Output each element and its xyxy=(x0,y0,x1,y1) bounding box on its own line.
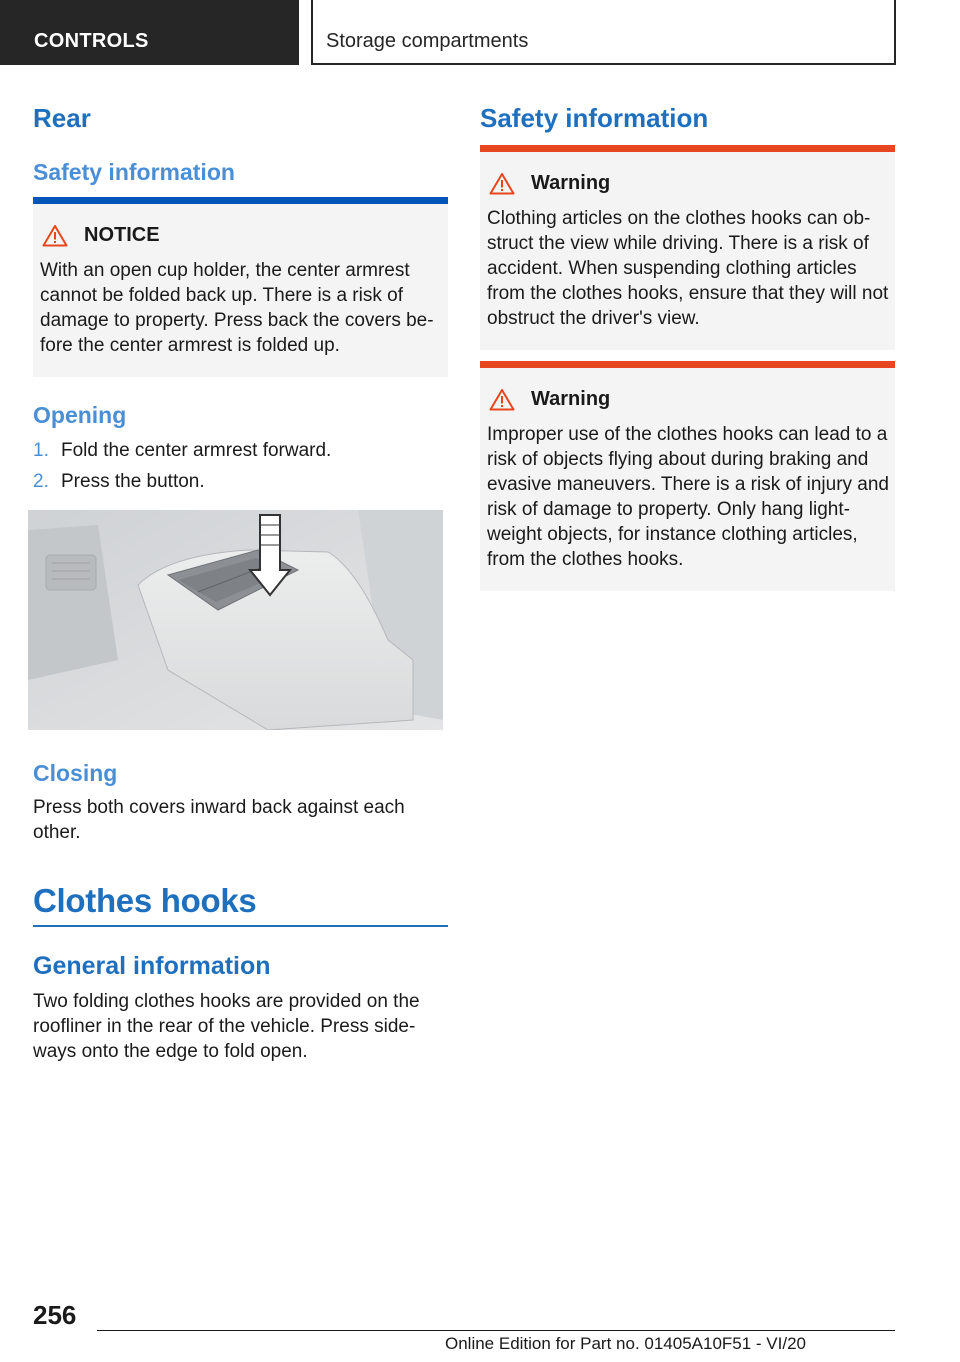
header-section-tab xyxy=(0,0,299,65)
step-number: 1. xyxy=(33,440,49,461)
heading-rule xyxy=(33,925,448,927)
step-number: 2. xyxy=(33,471,49,492)
step-text: Press the button. xyxy=(61,471,205,492)
warning-text: Clothing articles on the clothes hooks can ob-struct the view while driving. There is a risk of accident. When suspending clothing articles from the clothes hooks, ensure that they will not obstruct the driver's view. xyxy=(487,208,889,329)
closing-text: Press both covers inward back against each other. xyxy=(33,797,405,843)
notice-box xyxy=(33,197,448,377)
opening-heading: Opening xyxy=(33,402,127,428)
warning-text: Improper use of the clothes hooks can lead to a risk of objects flying about during braking and evasive maneuvers. There is a risk of injury and risk of damage to property. Only hang light-weight objects, for instance clothing articles, from the clothes hooks. xyxy=(487,424,889,570)
header-chapter-tab xyxy=(311,0,896,65)
step-item xyxy=(33,435,448,466)
opening-steps xyxy=(33,435,448,497)
notice-text: With an open cup holder, the center armrest cannot be folded back up. There is a risk of damage to property. Press back the covers be-fore the center armrest is folded up. xyxy=(40,260,434,356)
closing-heading: Closing xyxy=(33,760,118,786)
header-chapter-label: Storage compartments xyxy=(326,30,529,52)
page-number: 256 xyxy=(33,1300,77,1330)
warning-box xyxy=(480,145,895,350)
warning-bar xyxy=(480,145,895,152)
header-section-label: CONTROLS xyxy=(34,30,149,52)
rear-heading: Rear xyxy=(33,103,91,133)
general-information-text: Two folding clothes hooks are provided on the roofliner in the rear of the vehicle. Press side-ways onto the edge to fold open. xyxy=(33,991,420,1062)
warning-triangle-icon xyxy=(489,388,515,411)
warning-triangle-icon xyxy=(42,224,68,247)
warning-triangle-icon xyxy=(489,172,515,195)
notice-title-row xyxy=(42,224,160,247)
warning-bar xyxy=(480,361,895,368)
footer-edition: Online Edition for Part no. 01405A10F51 - VI/20 xyxy=(445,1334,807,1353)
footer-rule xyxy=(97,1330,895,1331)
notice-title: NOTICE xyxy=(84,224,160,246)
armrest-drawing xyxy=(28,510,443,730)
step-text: Fold the center armrest forward. xyxy=(61,440,332,461)
warning-title-row xyxy=(489,172,610,195)
safety-heading-right: Safety information xyxy=(480,103,709,133)
general-information-heading: General information xyxy=(33,952,271,980)
warning-title: Warning xyxy=(531,172,611,194)
clothes-hooks-heading: Clothes hooks xyxy=(33,882,257,919)
armrest-illustration xyxy=(28,510,443,730)
warning-box xyxy=(480,361,895,591)
warning-title: Warning xyxy=(531,388,611,410)
safety-heading-left: Safety information xyxy=(33,159,235,185)
step-item xyxy=(33,466,448,497)
warning-title-row xyxy=(489,388,610,411)
notice-bar xyxy=(33,197,448,204)
